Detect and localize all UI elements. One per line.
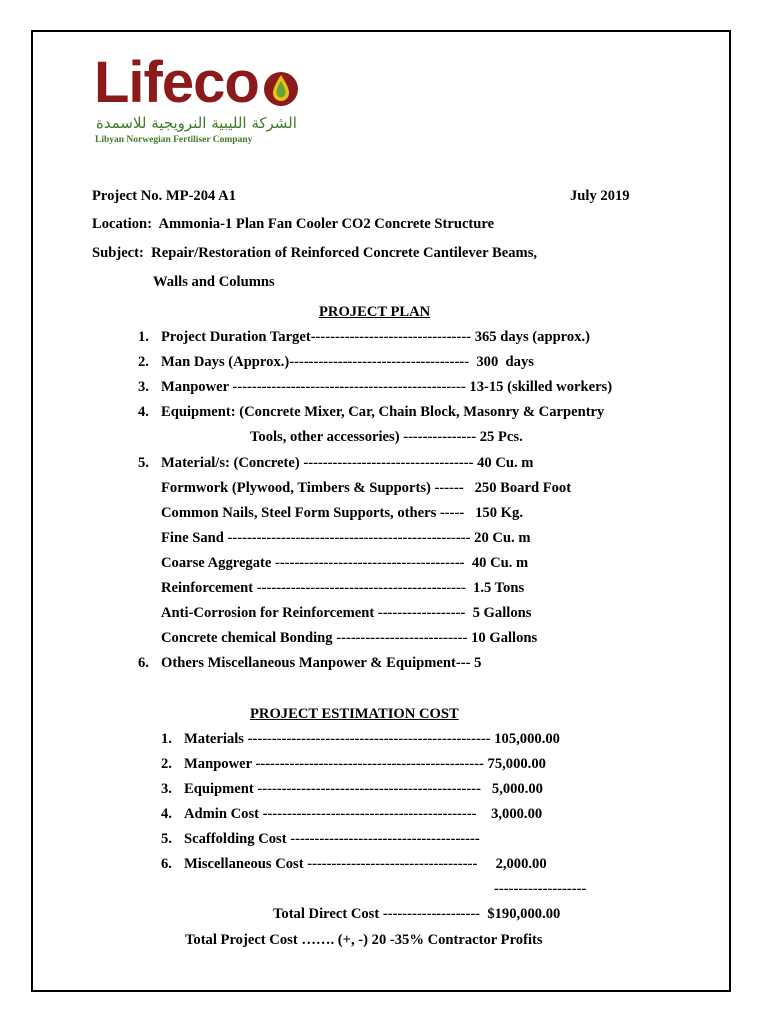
list-item-number: 1. — [138, 329, 149, 345]
material-item: Concrete chemical Bonding --------------------------- 10 Gallons — [161, 630, 538, 646]
list-item-number: 5. — [138, 455, 149, 471]
subject-line-2: Walls and Columns — [153, 274, 275, 290]
list-item: Manpower ------------------------------------------------ 13-15 (skilled workers) — [161, 379, 613, 395]
location-line: Location: Ammonia-1 Plan Fan Cooler CO2 Concrete Structure — [92, 216, 495, 232]
project-number: Project No. MP-204 A1 — [92, 188, 236, 204]
company-name-english: Libyan Norwegian Fertiliser Company — [95, 135, 253, 145]
subject-line-1: Subject: Repair/Restoration of Reinforced Concrete Cantilever Beams, — [92, 245, 538, 261]
subtotal-rule: ------------------- — [494, 881, 587, 897]
cost-item: Manpower ----------------------------------------------- 75,000.00 — [184, 756, 546, 772]
material-item: Formwork (Plywood, Timbers & Supports) ------ 250 Board Foot — [161, 480, 572, 496]
list-item-number: 2. — [138, 354, 149, 370]
material-item: Reinforcement ------------------------------------------- 1.5 Tons — [161, 580, 525, 596]
cost-item: Materials -------------------------------------------------- 105,000.00 — [184, 731, 560, 747]
cost-item: Equipment ---------------------------------------------- 5,000.00 — [184, 781, 543, 797]
list-item-number: 6. — [138, 655, 149, 671]
cost-item-number: 5. — [161, 831, 172, 847]
company-logo-wordmark: Lifeco — [94, 50, 259, 115]
company-name-arabic: الشركة الليبية النرويجية للاسمدة — [96, 114, 297, 132]
list-item-number: 4. — [138, 404, 149, 420]
cost-item: Admin Cost -------------------------------------------- 3,000.00 — [184, 806, 543, 822]
cost-item-number: 2. — [161, 756, 172, 772]
cost-item: Scaffolding Cost --------------------------------------- — [184, 831, 480, 847]
oil-drop-icon — [263, 69, 299, 109]
list-item: Others Miscellaneous Manpower & Equipment--- 5 — [161, 655, 482, 671]
material-item: Common Nails, Steel Form Supports, others ----- 150 Kg. — [161, 505, 523, 521]
cost-estimation-title: PROJECT ESTIMATION COST — [250, 706, 459, 722]
material-item: Fine Sand -------------------------------------------------- 20 Cu. m — [161, 530, 531, 546]
document-date: July 2019 — [570, 188, 630, 204]
cost-item-number: 1. — [161, 731, 172, 747]
total-direct-cost: Total Direct Cost -------------------- $190,000.00 — [273, 906, 561, 922]
material-item: Coarse Aggregate --------------------------------------- 40 Cu. m — [161, 555, 529, 571]
cost-item-number: 6. — [161, 856, 172, 872]
list-item-continuation: Tools, other accessories) --------------- 25 Pcs. — [250, 429, 523, 445]
material-item: Anti-Corrosion for Reinforcement ------------------ 5 Gallons — [161, 605, 532, 621]
cost-item: Miscellaneous Cost ----------------------------------- 2,000.00 — [184, 856, 547, 872]
total-project-cost: Total Project Cost ……. (+, -) 20 -35% Contractor Profits — [185, 932, 543, 948]
list-item-number: 3. — [138, 379, 149, 395]
project-plan-title: PROJECT PLAN — [319, 304, 431, 320]
cost-item-number: 3. — [161, 781, 172, 797]
list-item: Project Duration Target--------------------------------- 365 days (approx.) — [161, 329, 590, 345]
list-item: Man Days (Approx.)------------------------------------- 300 days — [161, 354, 534, 370]
list-item: Material/s: (Concrete) ----------------------------------- 40 Cu. m — [161, 455, 534, 471]
list-item: Equipment: (Concrete Mixer, Car, Chain Block, Masonry & Carpentry — [161, 404, 605, 420]
cost-item-number: 4. — [161, 806, 172, 822]
